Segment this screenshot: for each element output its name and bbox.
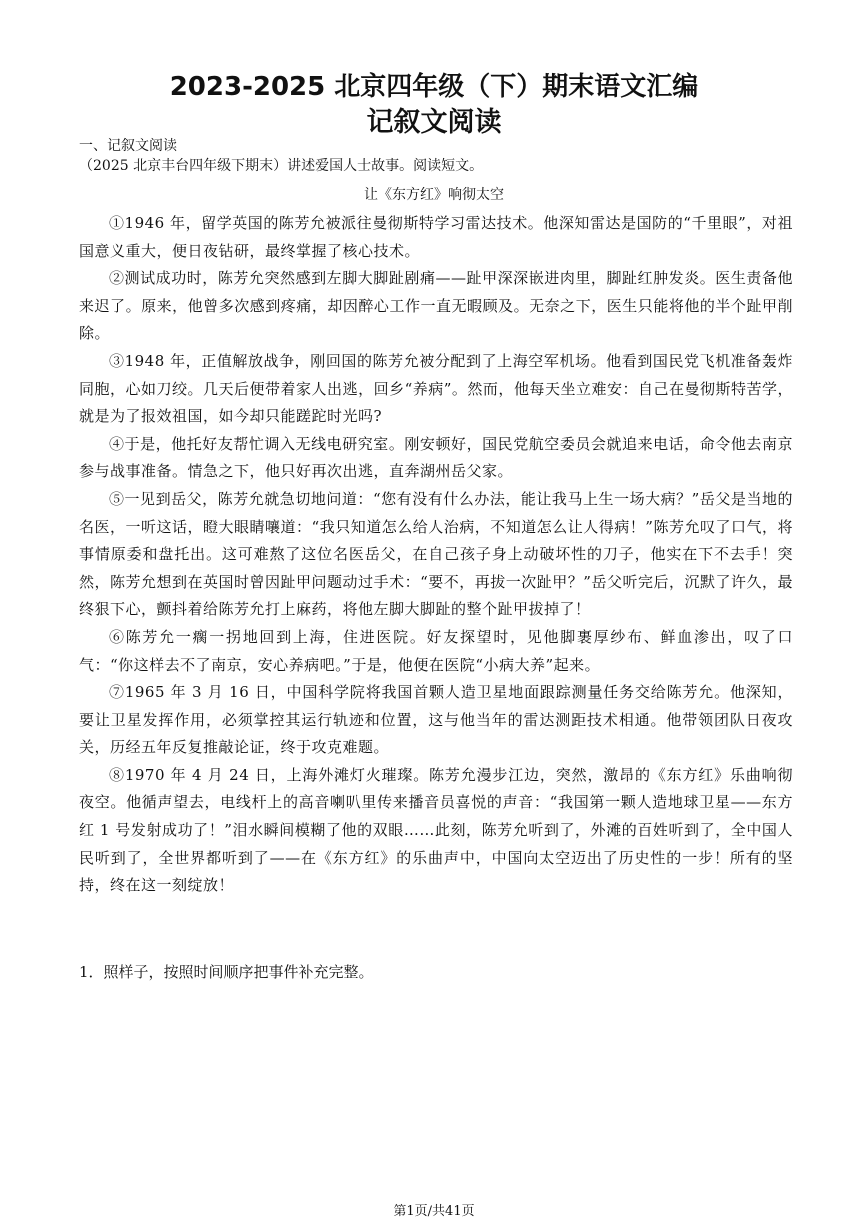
question-1: 1．照样子，按照时间顺序把事件补充完整。 (79, 963, 374, 981)
paragraph-8: ⑧1970 年 4 月 24 日，上海外滩灯火璀璨。陈芳允漫步江边，突然，激昂的《东方红》乐曲响彻夜空。他循声望去，电线杆上的高音喇叭里传来播音员喜悦的声音：“我国第一颗人造地球卫星——东方红 1 号发射成功了！”泪水瞬间模糊了他的双眼……此刻，陈芳允听到了，外滩的百姓听到了，全中国人民听到了，全世界都听到了——在《东方红》的乐曲声中，中国向太空迈出了历史性的一步！所有的坚持，终在这一刻绽放！ (79, 765, 793, 895)
paragraph-4: ④于是，他托好友帮忙调入无线电研究室。刚安顿好，国民党航空委员会就追来电话，命令他去南京参与战事准备。情急之下，他只好再次出逃，直奔湖州岳父家。 (79, 434, 793, 481)
document-subtitle: 记叙文阅读 (366, 107, 502, 138)
document-title: 2023-2025 北京四年级（下）期末语文汇编 (169, 72, 699, 102)
source-line: （2025 北京丰台四年级下期末）讲述爱国人士故事。阅读短文。 (79, 158, 484, 174)
section-heading: 一、记叙文阅读 (79, 138, 177, 154)
article-title: 让《东方红》响彻太空 (364, 187, 504, 203)
paragraph-7: ⑦1965 年 3 月 16 日，中国科学院将我国首颗人造卫星地面跟踪测量任务交给陈芳允。他深知，要让卫星发挥作用，必须掌控其运行轨迹和位置，这与他当年的雷达测距技术相通。他带领团队日夜攻关，历经五年反复推敲论证，终于攻克难题。 (79, 683, 793, 757)
paragraph-2: ②测试成功时，陈芳允突然感到左脚大脚趾剧痛——趾甲深深嵌进肉里，脚趾红肿发炎。医生责备他来迟了。原来，他曾多次感到疼痛，却因醉心工作一直无暇顾及。无奈之下，医生只能将他的半个趾甲削除。 (79, 269, 793, 343)
paragraph-6: ⑥陈芳允一瘸一拐地回到上海，住进医院。好友探望时，见他脚裹厚纱布、鲜血渗出，叹了口气：“你这样去不了南京，安心养病吧。”于是，他便在医院“小病大养”起来。 (79, 627, 793, 674)
paragraph-5: ⑤一见到岳父，陈芳允就急切地问道：“您有没有什么办法，能让我马上生一场大病？”岳父是当地的名医，一听这话，瞪大眼睛嚷道：“我只知道怎么给人治病，不知道怎么让人得病！”陈芳允叹了口气，将事情原委和盘托出。这可难熬了这位名医岳父，在自己孩子身上动破坏性的刀子，他实在下不去手！突然，陈芳允想到在英国时曾因趾甲问题动过手术：“要不，再拔一次趾甲？”岳父听完后，沉默了许久，最终狠下心，颤抖着给陈芳允打上麻药，将他左脚大脚趾的整个趾甲拔掉了！ (79, 489, 793, 619)
article-body (79, 210, 793, 900)
paragraph-1: ①1946 年，留学英国的陈芳允被派往曼彻斯特学习雷达技术。他深知雷达是国防的“千里眼”，对祖国意义重大，便日夜钻研，最终掌握了核心技术。 (79, 214, 793, 260)
page-number: 第1页/共41页 (393, 1204, 475, 1219)
paragraph-3: ③1948 年，正值解放战争，刚回国的陈芳允被分配到了上海空军机场。他看到国民党飞机准备轰炸同胞，心如刀绞。几天后便带着家人出逃，回乡“养病”。然而，他每天坐立难安：自己在曼彻斯特苦学，就是为了报效祖国，如今却只能蹉跎时光吗? (79, 351, 793, 426)
